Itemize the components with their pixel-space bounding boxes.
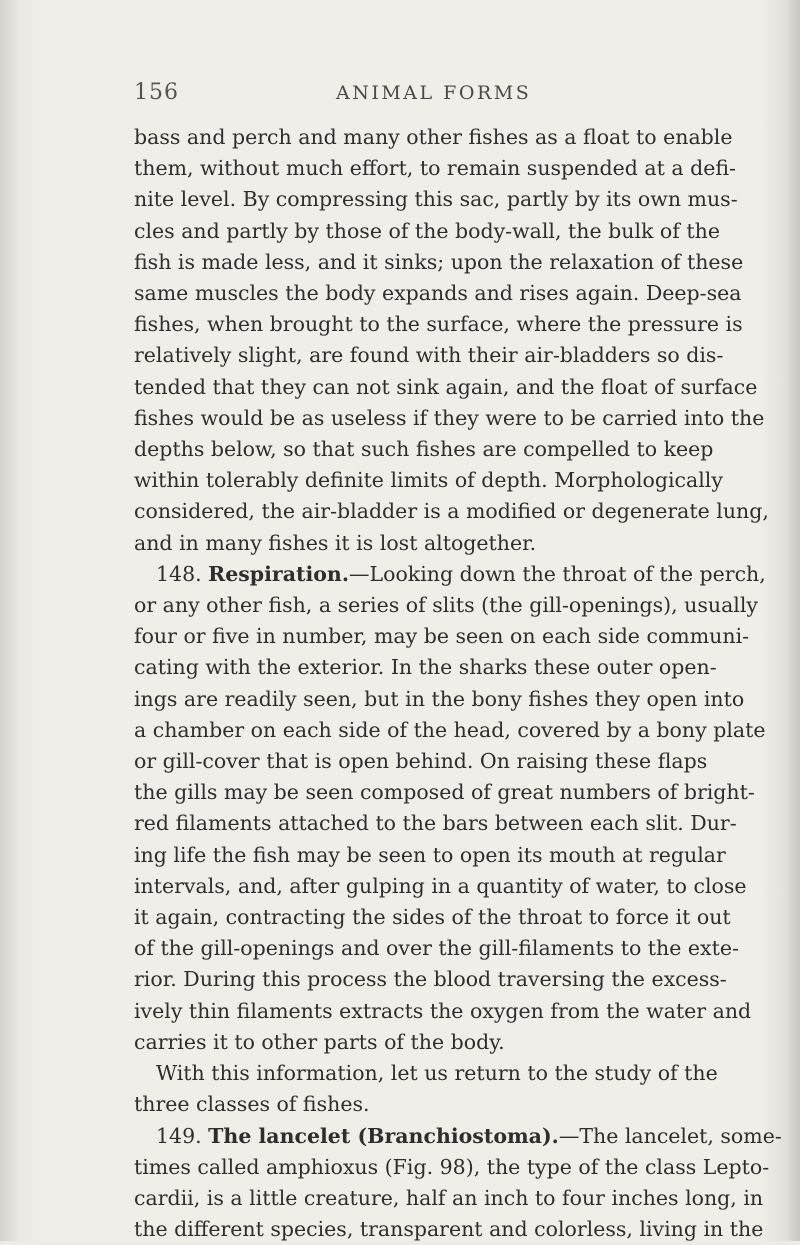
text-line — [134, 684, 745, 715]
text-line — [134, 309, 743, 340]
line-text: a chamber on each side of the head, covered by a bony plate — [134, 717, 766, 742]
line-text: fish is made less, and it sinks; upon the relaxation of these — [134, 249, 744, 274]
line-text: four or five in number, may be seen on each side communi- — [134, 624, 750, 649]
page-number: 156 — [134, 80, 179, 105]
line-text: it again, contracting the sides of the throat to force it out — [134, 905, 731, 930]
section-heading: Respiration. — [208, 561, 349, 586]
text-line — [134, 621, 750, 652]
line-text: or any other fish, a series of slits (the gill-openings), usually — [134, 593, 758, 618]
text-line — [134, 278, 742, 309]
text-line — [134, 434, 714, 465]
text-line — [134, 247, 744, 278]
line-text: same muscles the body expands and rises again. Deep-sea — [134, 281, 742, 306]
section-heading: The lancelet (Branchiostoma). — [208, 1123, 559, 1148]
line-text: fishes would be as useless if they were to be carried into the — [134, 405, 765, 430]
line-text: times called amphioxus (Fig. 98), the type of the class Lepto- — [134, 1154, 770, 1179]
body-text — [134, 122, 782, 1245]
text-line — [134, 840, 726, 871]
line-text: intervals, and, after gulping in a quantity of water, to close — [134, 873, 747, 898]
text-line — [134, 528, 700, 559]
text-line — [134, 122, 733, 153]
text-line — [134, 777, 755, 808]
line-text: cles and partly by those of the body-wall, the bulk of the — [134, 218, 720, 243]
text-line — [134, 964, 727, 995]
text-line — [134, 996, 752, 1027]
line-text: bass and perch and many other fishes as a float to enable — [134, 125, 733, 149]
line-text: nite level. By compressing this sac, partly by its own mus- — [134, 187, 738, 212]
line-text: rior. During this process the blood traversing the excess- — [134, 967, 727, 992]
text-line — [134, 340, 724, 371]
line-text: cating with the exterior. In the sharks these outer open- — [134, 655, 717, 680]
line-text: tended that they can not sink again, and the float of surface — [134, 374, 758, 399]
text-line — [134, 496, 769, 527]
text-line — [134, 590, 758, 621]
section-number: 148. — [156, 561, 209, 586]
text-line — [134, 933, 739, 964]
section-number: 149. — [156, 1123, 209, 1148]
line-text: —Looking down the throat of the perch, — [348, 561, 766, 586]
text-line — [134, 216, 720, 247]
line-text: considered, the air-bladder is a modified or degenerate lung, — [134, 499, 769, 524]
text-line — [134, 1027, 700, 1058]
line-text: red filaments attached to the bars between each slit. Dur- — [134, 811, 737, 836]
text-line — [134, 1183, 764, 1214]
line-text: relatively slight, are found with their air-bladders so dis- — [134, 343, 724, 368]
line-text: the gills may be seen composed of great numbers of bright- — [134, 780, 755, 805]
text-line — [134, 808, 737, 839]
line-text: them, without much effort, to remain suspended at a defi- — [134, 156, 736, 181]
line-text: —The lancelet, some- — [558, 1123, 782, 1148]
page-edge-right — [786, 0, 800, 1241]
line-text: and in many fishes it is lost altogether. — [134, 530, 537, 555]
text-line — [134, 746, 708, 777]
text-line — [134, 559, 766, 590]
text-line — [134, 871, 747, 902]
text-line — [134, 715, 766, 746]
text-line — [134, 184, 738, 215]
page-edge-left — [0, 0, 18, 1241]
text-line — [134, 902, 731, 933]
line-text: cardii, is a little creature, half an inch to four inches long, in — [134, 1185, 764, 1210]
line-text: With this information, let us return to the study of the — [156, 1061, 718, 1086]
text-line — [134, 1214, 764, 1245]
line-text: or gill-cover that is open behind. On raising these flaps — [134, 749, 708, 774]
text-line — [134, 1152, 770, 1183]
page-header — [134, 80, 694, 116]
text-line — [134, 465, 723, 496]
text-line — [134, 1058, 718, 1089]
line-text: fishes, when brought to the surface, where the pressure is — [134, 312, 743, 337]
line-text: three classes of fishes. — [134, 1092, 370, 1117]
text-line — [134, 1121, 782, 1152]
line-text: ively thin filaments extracts the oxygen from the water and — [134, 998, 752, 1023]
text-line — [134, 652, 717, 683]
line-text: within tolerably definite limits of depth. Morphologically — [134, 468, 723, 493]
line-text: ing life the fish may be seen to open its mouth at regular — [134, 842, 726, 867]
line-text: the different species, transparent and colorless, living in the — [134, 1217, 764, 1242]
text-line — [134, 372, 758, 403]
running-head: ANIMAL FORMS — [336, 82, 532, 104]
line-text: depths below, so that such fishes are compelled to keep — [134, 437, 714, 462]
line-text: carries it to other parts of the body. — [134, 1029, 505, 1054]
line-text: of the gill-openings and over the gill-filaments to the exte- — [134, 936, 739, 961]
text-line — [134, 1089, 700, 1120]
text-line — [134, 403, 765, 434]
text-line — [134, 153, 736, 184]
line-text: ings are readily seen, but in the bony fishes they open into — [134, 686, 745, 711]
